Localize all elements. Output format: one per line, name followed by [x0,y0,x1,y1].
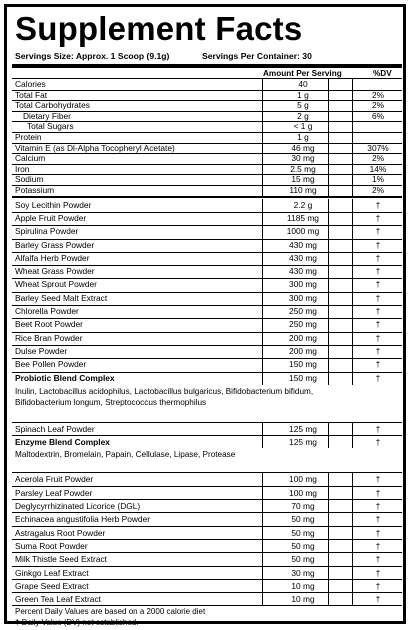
row-label: Astragalus Root Powder [15,527,106,538]
row-amount: 5 g [297,100,309,111]
row-dv: † [375,437,381,448]
row-amount: 250 mg [289,319,317,330]
column-divider [328,199,329,385]
row-dv: † [375,306,381,316]
row-amount: 50 mg [291,540,315,551]
row-amount: 10 mg [291,594,315,605]
row-label: Spinach Leaf Powder [15,423,95,434]
row-dv: † [375,279,381,290]
row-amount: 300 mg [289,292,317,303]
row-label: Wheat Sprout Powder [15,279,97,290]
row-dv: † [375,514,381,525]
column-divider [328,79,329,196]
serving-size: Servings Size: Approx. 1 Scoop (9.1g) [15,51,170,61]
row-amount: 430 mg [289,252,317,263]
nutrient-divider [12,185,402,186]
row-dv: † [375,423,381,434]
row-label: Calories [15,79,46,89]
column-divider [328,472,329,605]
row-label: Soy Lecithin Powder [15,199,92,210]
row-label: Barley Seed Malt Extract [15,292,108,303]
row-amount: 15 mg [291,174,315,185]
row-amount: < 1 g [293,121,313,132]
row-dv: † [375,594,381,605]
row-amount: 50 mg [291,514,315,525]
row-dv: † [375,554,381,565]
row-dv: 2% [371,153,385,164]
row-label: Protein [15,132,42,142]
row-label: Spirulina Powder [15,226,79,237]
row-amount: 110 mg [289,185,317,195]
row-label: Rice Bran Powder [15,332,83,343]
row-dv: † [375,567,381,578]
row-amount: 1 g [297,89,309,100]
nutrient-divider [12,153,402,154]
row-dv: 1% [371,174,385,185]
column-divider [262,422,263,449]
row-amount: 300 mg [289,279,317,290]
row-dv: † [375,239,381,250]
row-label: Calcium [15,153,46,164]
row-label: Iron [15,163,30,174]
row-label: Enzyme Blend Complex [15,437,110,448]
row-amount: 30 mg [291,153,315,164]
row-dv: † [375,332,381,343]
row-amount: 2.2 g [293,199,313,210]
row-amount: 150 mg [289,359,317,370]
serving-info [15,51,401,61]
row-label: Milk Thistle Seed Extract [15,554,108,565]
row-amount: 70 mg [291,501,315,511]
column-divider [352,472,353,605]
dv-header: %DV [373,69,392,78]
header-rule [12,78,402,79]
row-label: Wheat Grass Powder [15,266,95,277]
row-label: Vitamin E (as Dl-Alpha Tocopheryl Acetate) [15,142,175,153]
row-dv: † [375,199,381,210]
nutrient-divider [12,90,402,91]
row-label: Barley Grass Powder [15,239,95,250]
footnote-dv-not-established: † Daily Value (DV) not established. [15,618,139,628]
row-dv: † [375,487,381,498]
row-amount: 430 mg [289,239,317,250]
row-dv: † [375,266,381,277]
row-label: Total Sugars [27,121,74,132]
column-divider [262,472,263,605]
row-label: Deglycyrrhizinated Licorice (DGL) [15,501,141,511]
row-amount: 10 mg [291,580,315,591]
nutrient-divider [12,164,402,165]
row-amount: 1000 mg [286,226,320,237]
row-dv: † [375,345,381,356]
probiotic-description: Inulin, Lactobacillus acidophilus, Lactobacillus bulgaricus, Bifidobacterium bifidum, Bifidobacterium longum, Streptococcus thermophilus [15,386,314,407]
row-dv: 14% [369,163,387,174]
amount-header: Amount Per Serving [263,69,342,78]
row-amount: 125 mg [289,437,317,448]
row-label: Chlorella Powder [15,306,79,316]
row-amount: 100 mg [289,487,317,498]
row-dv: † [375,226,381,237]
enzyme-description: Maltodextrin, Bromelain, Papain, Cellulase, Lipase, Protease [15,450,236,460]
row-dv: † [375,580,381,591]
row-amount: 50 mg [291,527,315,538]
row-amount: 1 g [297,132,309,142]
row-amount: 2 g [297,110,309,121]
ingredient-divider [12,345,402,346]
row-dv: † [375,474,381,485]
row-label: Dietary Fiber [23,110,71,121]
row-amount: 46 mg [291,142,315,153]
row-amount: 200 mg [289,332,317,343]
row-dv: 307% [367,142,389,153]
nutrient-divider [12,132,402,133]
row-amount: 100 mg [289,474,317,485]
row-label: Apple Fruit Powder [15,212,87,223]
row-label: Ginkgo Leaf Extract [15,567,89,578]
row-label: Probiotic Blend Complex [15,372,115,383]
row-label: Total Fat [15,89,48,100]
row-amount: 30 mg [291,567,315,578]
row-dv: † [375,212,381,223]
row-label: Grape Seed Extract [15,580,89,591]
row-dv: † [375,252,381,263]
row-dv: 2% [371,89,385,100]
row-amount: 200 mg [289,345,317,356]
row-dv: † [375,292,381,303]
servings-per-container: Servings Per Container: 30 [202,51,312,61]
row-label: Bee Pollen Powder [15,359,87,370]
column-divider [262,199,263,385]
row-label: Parsley Leaf Powder [15,487,93,498]
thick-rule-top [12,64,402,68]
row-label: Acerola Fruit Powder [15,474,94,485]
column-divider [352,422,353,449]
nutrient-divider [12,174,402,175]
row-dv: 2% [371,185,385,195]
column-divider [328,422,329,449]
row-dv: 6% [371,110,385,121]
row-dv: † [375,540,381,551]
row-dv: † [375,359,381,370]
row-label: Suma Root Powder [15,540,88,551]
panel-title: Supplement Facts [15,10,303,47]
footnote-daily-values: Percent Daily Values are based on a 2000 calorie diet [15,607,206,617]
row-amount: 50 mg [291,554,315,565]
supplement-facts-panel [4,4,406,628]
row-amount: 40 [298,79,308,89]
column-divider [262,79,263,196]
row-dv: † [375,527,381,538]
row-label: Potassium [15,185,55,195]
row-amount: 125 mg [289,423,317,434]
row-amount: 430 mg [289,266,317,277]
row-label: Alfalfa Herb Powder [15,252,90,263]
row-amount: 2.5 mg [290,163,316,174]
row-label: Total Carbohydrates [15,100,90,111]
row-amount: 1185 mg [287,212,319,223]
row-amount: 150 mg [289,372,317,383]
row-label: Echinacea angustifolia Herb Powder [15,514,151,525]
column-divider [352,199,353,385]
row-label: Green Tea Leaf Extract [15,594,101,605]
row-dv: 2% [371,100,385,111]
row-label: Dulse Powder [15,345,68,356]
row-amount: 250 mg [289,306,317,316]
row-label: Beet Root Powder [15,319,83,330]
row-label: Sodium [15,174,44,185]
row-dv: † [375,501,381,511]
row-dv: † [375,319,381,330]
row-dv: † [375,372,381,383]
column-divider [352,79,353,196]
